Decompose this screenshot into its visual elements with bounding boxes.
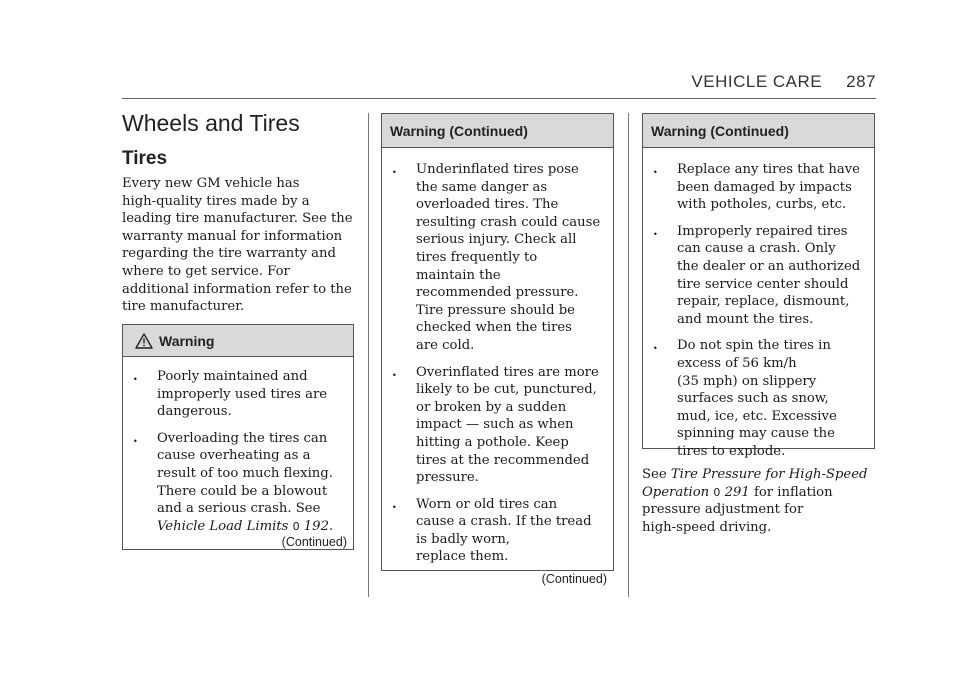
- warning-box-3: [642, 113, 875, 459]
- warning-line: Overloading the tires can: [157, 430, 328, 446]
- warning-line: improperly used tires are: [157, 386, 328, 402]
- warning-heading: Warning (Continued): [390, 122, 528, 139]
- running-head: [0, 72, 876, 92]
- warning-line: Underinflated tires pose: [416, 162, 579, 177]
- warning-line: the dealer or an authorized: [677, 258, 861, 274]
- warning-line: maintain the: [416, 267, 501, 283]
- see-word: See: [642, 467, 667, 482]
- page-number: 287: [846, 72, 876, 91]
- intro-line: leading tire manufacturer. See the: [122, 211, 353, 227]
- warning-item: [382, 364, 613, 487]
- see-line: high-speed driving.: [642, 519, 772, 535]
- warning-item: [382, 161, 613, 355]
- cross-reference-title[interactable]: Tire Pressure for High-Speed: [670, 467, 868, 482]
- warning-item: [643, 223, 874, 329]
- warning-line: tires frequently to: [416, 249, 538, 265]
- warning-item: [643, 337, 874, 460]
- see-line: [642, 484, 878, 502]
- cross-reference-title[interactable]: Operation: [642, 484, 710, 500]
- section-title: Wheels and Tires: [122, 110, 300, 136]
- warning-line: checked when the tires: [416, 320, 572, 336]
- warning-heading: Warning: [159, 332, 215, 349]
- warning-item: [382, 496, 613, 566]
- warning-line: spinning may cause the: [677, 426, 835, 442]
- warning-line: Overinflated tires are more: [416, 364, 599, 380]
- warning-line: surfaces such as snow,: [677, 391, 829, 407]
- see-text: for inflation: [753, 484, 833, 500]
- warning-item: [123, 430, 353, 536]
- warning-line: dangerous.: [157, 404, 232, 420]
- warning-line: are cold.: [416, 337, 475, 353]
- warning-line: or broken by a sudden: [416, 399, 567, 415]
- intro-line: high-quality tires made by a: [122, 193, 310, 209]
- warning-box-2: [381, 113, 614, 587]
- bullet: .: [392, 162, 397, 177]
- bullet: .: [133, 430, 138, 446]
- warning-line: with potholes, curbs, etc.: [677, 197, 847, 213]
- warning-item: [123, 368, 353, 421]
- warning-line: can cause a crash. Only: [677, 241, 836, 257]
- cross-reference-page[interactable]: 291: [724, 484, 750, 500]
- see-paragraph: [642, 466, 878, 536]
- cross-reference[interactable]: Vehicle Load Limits 0 192.: [157, 518, 334, 534]
- bullet: .: [133, 369, 138, 384]
- warning-line: excess of 56 km/h: [677, 355, 797, 371]
- warning-line: recommended pressure.: [416, 285, 579, 301]
- cross-reference-title[interactable]: Vehicle Load Limits: [157, 518, 289, 534]
- warning-line: the same danger as: [416, 179, 548, 195]
- warning-list: [382, 161, 613, 566]
- warning-header: [643, 114, 874, 148]
- column-divider-2: [628, 113, 629, 597]
- warning-line: tire service center should: [677, 276, 849, 292]
- warning-header: [123, 325, 353, 357]
- warning-triangle-icon: [135, 333, 153, 349]
- warning-line: mud, ice, etc. Excessive: [677, 408, 837, 424]
- warning-line: been damaged by impacts: [677, 179, 852, 195]
- warning-line: impact — such as when: [416, 417, 574, 433]
- section-name: VEHICLE CARE: [691, 72, 823, 91]
- intro-line: warranty manual for information: [122, 228, 343, 244]
- intro-line: tire manufacturer.: [122, 299, 245, 315]
- warning-heading: Warning (Continued): [651, 122, 789, 139]
- warning-list: [643, 161, 874, 461]
- bullet: .: [392, 496, 397, 512]
- warning-item: [643, 161, 874, 214]
- warning-line: There could be a blowout: [157, 483, 328, 499]
- warning-line: pressure.: [416, 470, 479, 486]
- header-rule: [122, 98, 876, 99]
- intro-line: regarding the tire warranty and: [122, 246, 336, 262]
- cross-reference-page[interactable]: 192: [303, 518, 329, 534]
- page-reference-icon: 0: [292, 519, 300, 533]
- warning-line: repair, replace, dismount,: [677, 294, 850, 310]
- warning-list: [123, 368, 353, 535]
- warning-line: (35 mph) on slippery: [677, 373, 817, 389]
- see-line: [642, 466, 878, 484]
- intro-line: where to get service. For: [122, 263, 290, 279]
- warning-line: cause overheating as a: [157, 448, 311, 464]
- bullet: .: [653, 223, 658, 239]
- page-reference-icon: 0: [713, 485, 721, 499]
- warning-line: overloaded tires. The: [416, 197, 559, 213]
- warning-line: is badly worn,: [416, 531, 510, 547]
- warning-header: [382, 114, 613, 148]
- warning-line: replace them.: [416, 549, 509, 565]
- warning-line: tires to explode.: [677, 443, 786, 459]
- warning-line: tires at the recommended: [416, 452, 590, 468]
- warning-line: result of too much flexing.: [157, 465, 333, 481]
- intro-line: Every new GM vehicle has: [122, 176, 300, 191]
- warning-line: Worn or old tires can: [416, 496, 558, 512]
- warning-line: serious injury. Check all: [416, 232, 577, 248]
- continued-label: (Continued): [281, 535, 347, 550]
- intro-paragraph: [122, 175, 358, 316]
- warning-line: and a serious crash. See: [157, 501, 321, 517]
- warning-box-1: [122, 324, 354, 550]
- bullet: .: [392, 364, 397, 380]
- bullet: .: [653, 162, 658, 177]
- warning-line: and mount the tires.: [677, 311, 814, 327]
- warning-line: hitting a pothole. Keep: [416, 434, 569, 450]
- subsection-title: Tires: [122, 148, 168, 169]
- continued-label: (Continued): [541, 572, 607, 587]
- warning-line: Do not spin the tires in: [677, 338, 831, 354]
- warning-line: Poorly maintained and: [157, 369, 308, 384]
- column-divider-1: [368, 113, 369, 597]
- warning-line: Tire pressure should be: [416, 302, 575, 318]
- warning-line: Improperly repaired tires: [677, 223, 848, 239]
- warning-line: likely to be cut, punctured,: [416, 382, 597, 398]
- intro-line: additional information refer to the: [122, 281, 352, 297]
- warning-line: Replace any tires that have: [677, 162, 860, 177]
- warning-line: cause a crash. If the tread: [416, 514, 592, 530]
- see-line: pressure adjustment for: [642, 502, 804, 518]
- bullet: .: [653, 338, 658, 354]
- warning-line: resulting crash could cause: [416, 214, 601, 230]
